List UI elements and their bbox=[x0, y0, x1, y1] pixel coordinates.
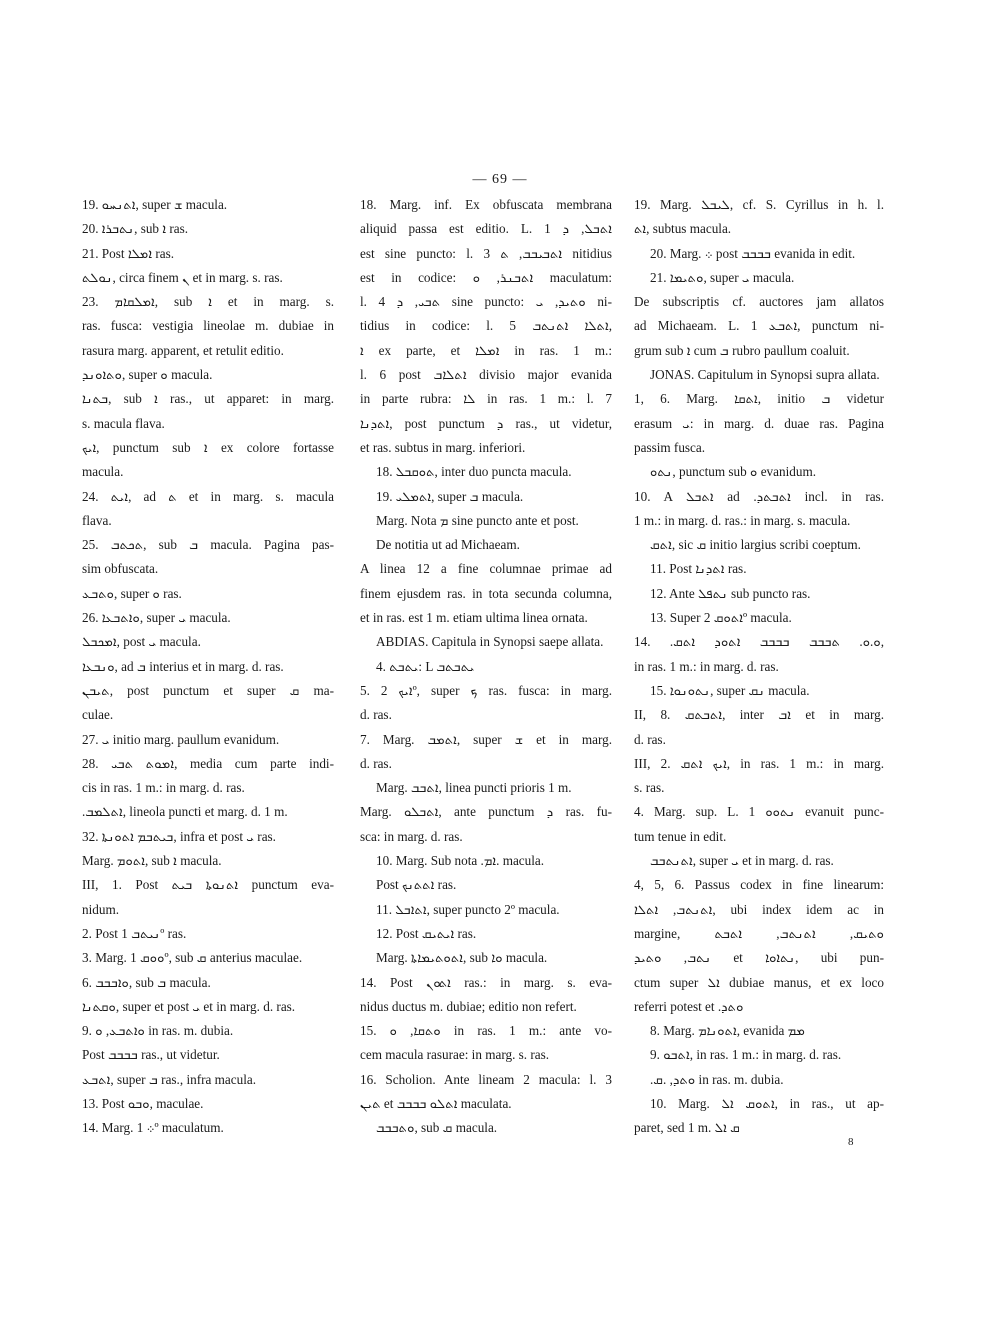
text-line: 27. ܝ initio marg. paullum evanidum. bbox=[82, 731, 280, 747]
text-line: ܐܬܢܬܒ, ܐܬܠܐ, ubi index idem ac in bbox=[634, 901, 884, 917]
text-line: 13. Super ܐܬܘܩ 2º macula. bbox=[650, 610, 792, 626]
text-line: ܐܬܢܬܒܒ, super ܝ et in marg. d. ras. bbox=[650, 853, 834, 869]
text-line: 32. ܒܝܬܒܡ ܐܬܘܢܬܐ, infra et post ܝ ras. bbox=[82, 828, 276, 844]
text-line: est sine puncto: l. 3 ܐܬܒܝܒܒ, ܬ nitidius bbox=[360, 245, 612, 261]
text-line: 20. ܢܬܒܪܐ, sub ܐ ras. bbox=[82, 221, 189, 237]
text-line: in parte rubra: ܠܐ in ras. 1 m.: l. 7 bbox=[360, 391, 612, 407]
text-line: ABDIAS. Capitula in Synopsi saepe allata. bbox=[376, 634, 604, 650]
text-line: ܢܬܒ, ܘܬܝܕ et ܢܬܐܘܐ, ubi pun- bbox=[634, 950, 884, 966]
text-line: 15. ܘܬܩܐ, ܘ in ras. 1 m.: ante vo- bbox=[360, 1023, 612, 1039]
text-line: 23. ܐܡܠܩܐܡ, sub ܐ et in marg. s. bbox=[82, 294, 334, 310]
text-line: est in codice: ܐܬܒܢܪ, ܘ maculatum: bbox=[360, 269, 612, 285]
text-line: 25. ܬܟܬܒ, sub ܒ macula. Pagina pas- bbox=[82, 537, 334, 553]
text-line: 4. Marg. sup. L. 1 ܢܬܘܘ evanuit punc- bbox=[634, 804, 884, 820]
text-line: cis in ras. 1 m.: in marg. d. ras. bbox=[82, 780, 245, 796]
text-line: JONAS. Capitulum in Synopsi supra allata. bbox=[650, 367, 880, 383]
text-line: 2. Post ܢܝܬܒ 1º ras. bbox=[82, 925, 187, 941]
text-line: ܘܩܬܢܐ, super et post ܝ et in marg. d. ras. bbox=[82, 998, 296, 1014]
text-line: tum tenue in edit. bbox=[634, 828, 727, 844]
text-line: 13. Post ܘܒܘ, maculae. bbox=[82, 1095, 204, 1111]
text-line: 14. Marg. ܀ 1º maculatum. bbox=[82, 1120, 224, 1136]
text-line: ܘܬܒܒܒ, sub ܩ macula. bbox=[376, 1120, 498, 1136]
text-line: 5. ܐܝܟ 2º, super ܟ ras. fusca: in marg. bbox=[360, 682, 612, 698]
text-line: Marg. ܐܬܒܒ, linea puncti prioris 1 m. bbox=[376, 780, 572, 796]
text-line: 19. ܐܬܢܚܘ, super ܫ macula. bbox=[82, 197, 228, 212]
text-line: 3. Marg. ܘܘܩ 1º, sub ܩ anterius maculae. bbox=[82, 950, 303, 966]
text-line: flava. bbox=[82, 512, 112, 528]
text-line: Marg. ܐܬܒܠܘ, ante punctum ܕ ras. fu- bbox=[360, 804, 612, 820]
text-line: 4. ܝܬܒܬ: L ܝܬܒܬܒ bbox=[376, 658, 475, 674]
text-line: 21. ܘܬܝܡܐ, super ܝ macula. bbox=[650, 269, 795, 285]
text-line: 15. ܢܬܘܢܘܐ, super ܢܩ macula. bbox=[650, 682, 810, 698]
column-3 bbox=[634, 193, 884, 1141]
text-line: 7. Marg. ܐܬܡܒ, super ܫ et in marg. bbox=[360, 731, 612, 747]
text-line: 20. Marg. ܀ post ܒܒܒܒ evanida in edit. bbox=[650, 245, 856, 261]
text-line: s. macula flava. bbox=[82, 415, 165, 431]
text-line: 19. Marg. ܠܝܒܠ, cf. S. Cyrillus in h. l. bbox=[634, 197, 884, 212]
text-line: ܘܬܐܘܢܕ, super ܘ macula. bbox=[82, 367, 213, 383]
text-line: ܐܬܕܢܐ, post punctum ܕ ras., ut videtur, bbox=[360, 415, 612, 431]
text-line: III, 1. Post ܐܬܢܘܬܐ ܒܝܬ punctum eva- bbox=[82, 877, 334, 893]
text-line: De notitia ut ad Michaeam. bbox=[376, 537, 520, 553]
text-line: 1 m.: in marg. d. ras.: in marg. s. macula. bbox=[634, 512, 851, 528]
text-line: grum sub ܐ cum ܒ rubro paullum coaluit. bbox=[634, 342, 850, 358]
text-line: ܐܬܒܥ, super ܒ ras., infra macula. bbox=[82, 1071, 257, 1087]
text-line: ܐܬ, subtus macula. bbox=[634, 221, 732, 237]
text-line: 10. Marg. ܐܬܘܩ ܐܠ, in ras., ut ap- bbox=[650, 1095, 884, 1111]
text-line: referri potest et .ܘܬܕ bbox=[634, 998, 744, 1014]
text-line: d. ras. bbox=[360, 755, 392, 771]
text-line: ܢܘܠܬ, circa finem ܢ et in marg. s. ras. bbox=[82, 269, 283, 285]
text-line: 14. Post ܐܬܘܢ ras.: in marg. s. eva- bbox=[360, 974, 612, 990]
text-line: 16. Scholion. Ante lineam 2 macula: l. 3 bbox=[360, 1071, 612, 1087]
text-line: aliquid passa est editio. L. 1 ܐܬܒܠ, ܕ bbox=[360, 221, 612, 237]
text-line: l. 4 ܬܒܝ, ܕ sine puncto: ܘܬܝܕ, ܝ ni- bbox=[360, 294, 612, 310]
text-line: 8. Marg. ܐܬܘܢܐܡ, evanida ܡܡ bbox=[650, 1023, 805, 1039]
text-line: 9. ܐܬܒܘ, in ras. 1 m.: in marg. d. ras. bbox=[650, 1047, 842, 1063]
text-line: erasum ܝ: in marg. d. duae ras. Pagina bbox=[634, 415, 884, 431]
text-line: et ras. subtus in marg. inferiori. bbox=[360, 439, 526, 455]
text-line: ras. fusca: vestigia lineolae m. dubiae in bbox=[82, 318, 334, 334]
text-line: ܬܝܒܢ, post punctum et super ܩ ma- bbox=[82, 682, 334, 698]
text-line: finem ejusdem ras. in tota secunda columna, bbox=[360, 585, 612, 601]
text-line: ܐܬܩ, sic ܩ initio largius scribi coeptum. bbox=[650, 537, 861, 553]
text-line: sca: in marg. d. ras. bbox=[360, 828, 463, 844]
text-line: tidius in codice: l. 5 ܐܬܠܐ ܐܬܢܬܒ, bbox=[360, 318, 612, 334]
text-line: ܐܡܟܒܠ, post ܝ macula. bbox=[82, 634, 201, 650]
text-line: ܘܬܒܥ, super ܘ ras. bbox=[82, 585, 182, 601]
text-line: rasura marg. apparent, et retulit editio. bbox=[82, 342, 284, 358]
text-line: Marg. ܐܬܘܡ, sub ܐ macula. bbox=[82, 853, 222, 869]
text-line: 11. Post ܐܬܕܢܐ ras. bbox=[650, 561, 747, 577]
page-number: — 69 — bbox=[472, 172, 528, 187]
text-line: 4, 5, 6. Passus codex in fine linearum: bbox=[634, 877, 884, 893]
text-line: II, 8. ܐܬܒܬܩ, inter ܐܒ et in marg. bbox=[634, 707, 884, 723]
text-line: .ܐܬܠܡܒ, lineola puncti et marg. d. 1 m. bbox=[82, 804, 288, 820]
text-line: ܐ ex parte, et ܐܡܠܐ in ras. 1 m.: bbox=[360, 342, 612, 358]
text-line: 21. Post ܐܡܠܐ ras. bbox=[82, 245, 175, 261]
text-line: Post ܐܬܬܢܟ ras. bbox=[376, 877, 457, 893]
text-line: 9. ܘܐܬܒܥ, ܘ in ras. m. dubia. bbox=[82, 1023, 234, 1039]
text-line: d. ras. bbox=[634, 731, 666, 747]
text-line: 18. Marg. inf. Ex obfuscata membrana bbox=[360, 197, 612, 212]
text-line: 11. ܐܬܐܒܠ, super puncto 2º macula. bbox=[376, 901, 560, 917]
text-line: cem macula rasurae: in marg. s. ras. bbox=[360, 1047, 550, 1063]
text-line: ad Michaeam. L. 1 ܐܬܒܥ, punctum ni- bbox=[634, 318, 884, 334]
text-line: A linea 12 a fine columnae primae ad bbox=[360, 561, 612, 577]
text-line: 26. ܘܐܬܒܥܐ, super ܝ macula. bbox=[82, 610, 231, 626]
text-line: et in ras. est 1 m. etiam ultima linea ornata. bbox=[360, 610, 588, 626]
text-line: paret, sed 1 m. ܩ ܐܠ bbox=[634, 1120, 740, 1136]
text-line: Post ܒܒܒܒ ras., ut videtur. bbox=[82, 1047, 220, 1063]
text-line: sim obfuscata. bbox=[82, 561, 159, 577]
signature-mark: 8 bbox=[848, 1136, 854, 1148]
text-line: 10. A ܐܬܒܠ ad .ܐܬܒܬܕ incl. in ras. bbox=[634, 488, 884, 504]
text-line: De subscriptis cf. auctores jam allatos bbox=[634, 294, 884, 310]
text-line: in ras. 1 m.: in marg. d. ras. bbox=[634, 658, 779, 674]
column-1 bbox=[82, 193, 334, 1141]
text-line: 6. ܘܐܒܒܒ, sub ܒ macula. bbox=[82, 974, 211, 990]
text-line: margine, ܘܬܝܩ, ܐܬܢܬܒ, ܐܬܒܬ bbox=[634, 925, 884, 941]
text-line: culae. bbox=[82, 707, 114, 723]
text-line: Marg. Nota ܡ sine puncto ante et post. bbox=[376, 512, 579, 528]
text-line: nidus ductus m. dubiae; editio non refert. bbox=[360, 998, 577, 1014]
text-line: ctum super ܐܠ dubiae manus, et ex loco bbox=[634, 974, 884, 990]
text-line: 19. ܐܬܡܠܝ, super ܒ macula. bbox=[376, 488, 524, 504]
text-line: Marg. ܐܬܘܬܝܡܐܬܐ, sub ܘܐ macula. bbox=[376, 950, 548, 966]
column-2 bbox=[360, 193, 612, 1141]
text-line: ܢܬܘ, punctum sub ܘ evanidum. bbox=[650, 464, 817, 480]
text-line: ܘܢܒܥܐ, ad ܒ interius et in marg. d. ras. bbox=[82, 658, 284, 674]
text-line: 24. ܐܝܬ, ad ܬ et in marg. s. macula bbox=[82, 488, 334, 504]
text-line: ܬܝܢ et ܐܬܠܘ ܒܒܒܒ maculata. bbox=[360, 1095, 512, 1111]
text-line: d. ras. bbox=[360, 707, 392, 723]
text-line: macula. bbox=[82, 464, 124, 480]
text-line: 14. .ܘ.ܘ. ܬܒܒܒ ܒܒܒܒ ܐܬܘܕ ܐܬܩ, bbox=[634, 634, 884, 650]
text-line: 1, 6. Marg. ܐܬܩܐ, initio ܒ videtur bbox=[634, 391, 884, 407]
text-line: 28. ܐܡܘܬ ܬܒܝ, media cum parte indi- bbox=[82, 755, 334, 771]
text-line: 12. Ante ܢܬܦܠ sub puncto ras. bbox=[650, 585, 811, 601]
text-line: nidum. bbox=[82, 901, 119, 917]
text-line: 18. ܬܘܩܒܠ, inter duo puncta macula. bbox=[376, 464, 572, 480]
text-line: s. ras. bbox=[634, 780, 665, 796]
text-line: .ܘܬܕ, .ܩ in ras. m. dubia. bbox=[650, 1071, 784, 1087]
text-line: III, 2. ܐܝܟ ܐܬܩ, in ras. 1 m.: in marg. bbox=[634, 755, 884, 771]
text-line: passim fusca. bbox=[634, 439, 706, 455]
text-line: 12. Post ܐܝܬܝܩ ras. bbox=[376, 925, 477, 941]
text-line: ܐܝܟ, punctum sub ܐ ex colore fortasse bbox=[82, 439, 334, 455]
text-line: 10. Marg. Sub nota .ܐܡ. macula. bbox=[376, 853, 545, 869]
text-line: l. 6 post ܐܬܠܐܒ divisio major evanida bbox=[360, 367, 612, 383]
text-line: ܒܬܢܐ, sub ܐ ras., ut apparet: in marg. bbox=[82, 391, 334, 407]
